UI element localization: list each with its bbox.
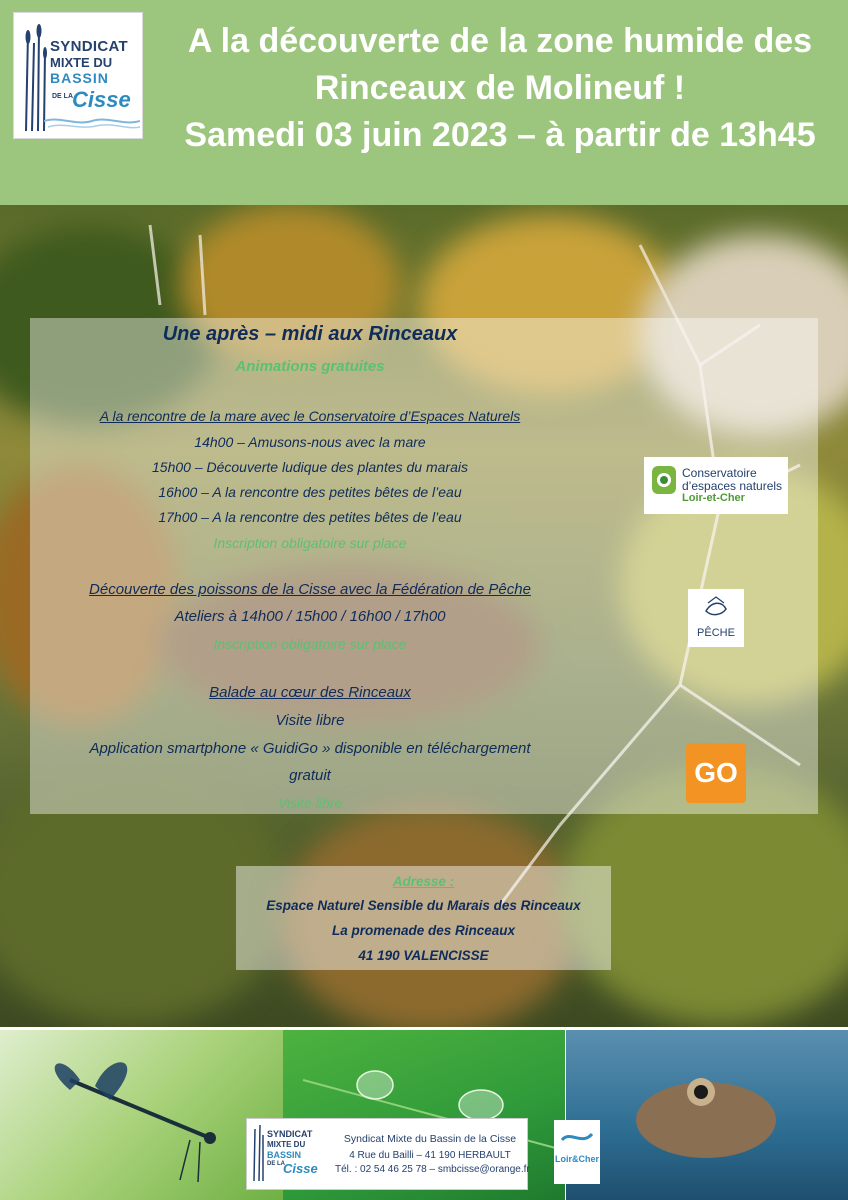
footer-contact: Tél. : 02 54 46 25 78 – smbcisse@orange.fr [335, 1164, 530, 1175]
section1-item-1: 14h00 – Amusons-nous avec la mare [194, 434, 426, 450]
section3-title: Balade au cœur des Rinceaux [209, 684, 411, 701]
section1-item-4: 17h00 – A la rencontre des petites bêtes de l’eau [158, 509, 462, 525]
address-line1: Espace Naturel Sensible du Marais des Rinceaux [266, 898, 581, 913]
logo-line2: MIXTE DU [50, 55, 113, 70]
page-title [160, 18, 840, 159]
logo-line1: SYNDICAT [50, 38, 128, 55]
guidigo-logo [686, 743, 746, 803]
frog-photo [566, 1030, 848, 1200]
cen-line2: d’espaces naturels [682, 479, 783, 493]
footer-logo-line5: Cisse [283, 1161, 318, 1176]
syndicat-logo [13, 12, 143, 139]
section2-note: Inscription obligatoire sur place [213, 636, 407, 652]
section1-note: Inscription obligatoire sur place [213, 535, 407, 551]
footer-logo-line2: MIXTE DU [267, 1140, 306, 1149]
cen-logo [644, 457, 788, 514]
program-subheading: Animations gratuites [235, 358, 385, 375]
badge-label: Loir&Cher [554, 1154, 599, 1164]
address-label: Adresse : [392, 874, 455, 889]
section3-item-1: Visite libre [275, 712, 345, 729]
section2-item-1: Ateliers à 14h00 / 15h00 / 16h00 / 17h00 [174, 608, 446, 625]
address-line3: 41 190 VALENCISSE [358, 948, 489, 963]
dragonfly-photo [0, 1030, 283, 1200]
cen-line1: Conservatoire [682, 466, 757, 480]
water-waves-icon [44, 116, 140, 130]
cen-line3: Loir-et-Cher [682, 492, 745, 504]
address-line2: La promenade des Rinceaux [331, 923, 516, 938]
leaf-icon [651, 465, 677, 495]
section3-note: Visite libre [277, 795, 343, 811]
footer-reeds-icon [251, 1123, 265, 1183]
river-icon [560, 1126, 594, 1148]
footer-logo-line3: BASSIN [267, 1150, 302, 1160]
section3-item-2-line1: Application smartphone « GuidiGo » disponible en téléchargement [89, 740, 531, 757]
logo-line3: BASSIN [50, 70, 109, 86]
frog-icon [566, 1030, 848, 1200]
title-line-2: Rinceaux de Molineuf ! [314, 69, 686, 107]
section1-title: A la rencontre de la mare avec le Conservatoire d’Espaces Naturels [99, 408, 521, 424]
footer-logo-line4: DE LA [267, 1161, 285, 1167]
peche-logo [688, 589, 744, 647]
title-line-3: Samedi 03 juin 2023 – à partir de 13h45 [184, 116, 816, 154]
footer-street: 4 Rue du Bailli – 41 190 HERBAULT [349, 1150, 511, 1161]
program-heading: Une après – midi aux Rinceaux [162, 323, 458, 345]
fish-icon [704, 595, 728, 621]
title-line-1: A la découverte de la zone humide des [187, 22, 813, 60]
dragonfly-icon [0, 1030, 283, 1200]
footer-org: Syndicat Mixte du Bassin de la Cisse [343, 1133, 517, 1145]
section2-title: Découverte des poissons de la Cisse avec la Fédération de Pêche [89, 581, 531, 598]
footer-contact-box [246, 1118, 528, 1190]
logo-line5: Cisse [72, 87, 131, 112]
section1-item-3: 16h00 – A la rencontre des petites bêtes de l’eau [158, 484, 462, 500]
section1-item-2: 15h00 – Découverte ludique des plantes du marais [152, 459, 468, 475]
loir-et-cher-badge [554, 1120, 600, 1184]
footer-syndicat-logo [251, 1123, 327, 1185]
guidigo-label: GO [694, 757, 738, 788]
section3-item-2-line2: gratuit [289, 767, 331, 784]
peche-label: PÊCHE [697, 627, 735, 639]
footer-logo-line1: SYNDICAT [267, 1129, 313, 1139]
logo-line4: DE LA [52, 93, 73, 100]
